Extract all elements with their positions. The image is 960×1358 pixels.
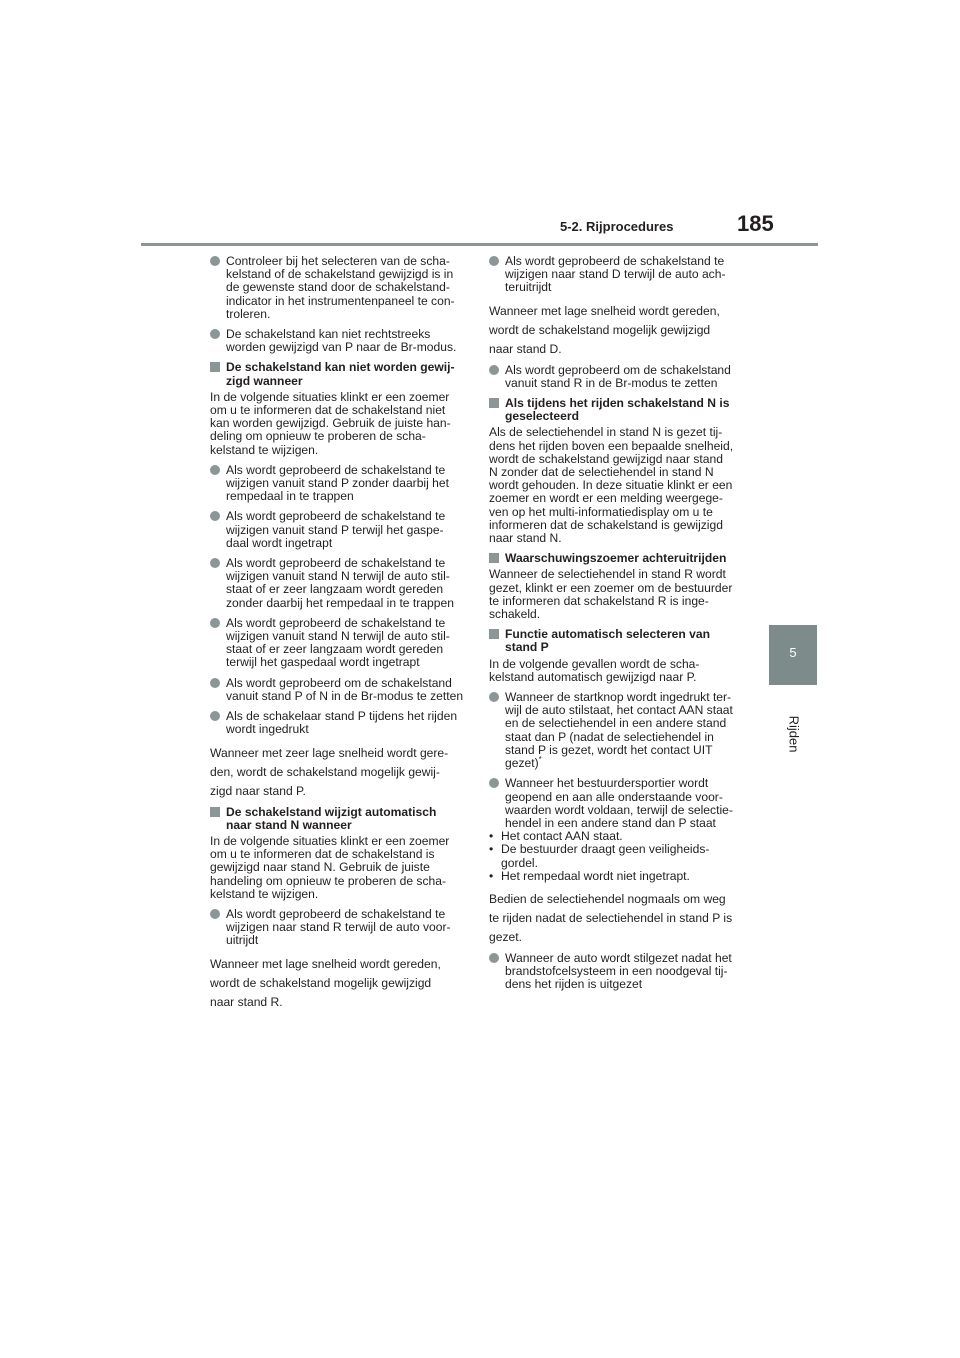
- bullet-item: [210, 255, 468, 321]
- paragraph: Als de selectiehendel in stand N is gezet tij- dens het rijden boven een bepaalde snelheid, wordt de schakelstand gewijzigd naar stand N zonder dat de selectiehendel in stand N wordt gehouden. In deze situatie klinkt er een zoemer en wordt er een melding weergege- ven op het multi-informatiedisplay om u te informeren dat de schakelstand is gewijzigd naar stand N.: [489, 425, 734, 546]
- square-marker-icon: [489, 629, 499, 639]
- bullet-marker: •: [489, 842, 494, 857]
- subheading: [489, 397, 751, 423]
- bullet-dot-icon: [210, 909, 220, 919]
- bullet-text: De schakelstand kan niet rechtstreeks worden gewijzigd van P naar de Br-modus.: [226, 327, 457, 355]
- bullet-text: Als wordt geprobeerd de schakelstand te wijzigen vanuit stand N terwijl de auto stil- staat of er zeer langzaam wordt gereden terwijl het gaspedaal wordt ingetrapt: [226, 615, 450, 670]
- page-number: 185: [737, 211, 774, 236]
- bullet-item: [489, 255, 751, 295]
- dash-item: [489, 843, 751, 869]
- section-title: 5-2. Rijprocedures: [560, 219, 674, 234]
- square-marker-icon: [210, 362, 220, 372]
- subheading: [489, 552, 751, 565]
- paragraph: Bedien de selectiehendel nogmaals om weg te rijden nadat de selectiehendel in stand P is gezet.: [489, 891, 733, 944]
- paragraph: Wanneer met lage snelheid wordt gereden, wordt de schakelstand mogelijk gewijzigd naar stand D.: [489, 303, 720, 356]
- subheading-text: Als tijdens het rijden schakelstand N is geselecteerd: [505, 396, 730, 424]
- bullet-item: [489, 777, 751, 830]
- subheading-text: De schakelstand kan niet worden gewij- zigd wanneer: [226, 360, 455, 388]
- bullet-text: Als wordt geprobeerd om de schakelstand vanuit stand R in de Br-modus te zetten: [505, 362, 731, 390]
- paragraph: Wanneer met lage snelheid wordt gereden, wordt de schakelstand mogelijk gewijzigd naar stand R.: [210, 956, 441, 1009]
- bullet-text: Als wordt geprobeerd de schakelstand te wijzigen vanuit stand P zonder daarbij het rempedaal in te trappen: [226, 462, 449, 504]
- bullet-text: Als de schakelaar stand P tijdens het rijden wordt ingedrukt: [226, 709, 458, 737]
- bullet-dot-icon: [489, 953, 499, 963]
- subheading-text: Waarschuwingszoemer achteruitrijden: [505, 551, 727, 566]
- dash-text: Het contact AAN staat.: [501, 829, 623, 844]
- bullet-item: [210, 328, 468, 354]
- chapter-tab: [769, 625, 817, 685]
- bullet-text: Als wordt geprobeerd de schakelstand te wijzigen naar stand D terwijl de auto ach- teruitrijdt: [505, 254, 726, 295]
- bullet-text: Wanneer de startknop wordt ingedrukt ter- wijl de auto stilstaat, het contact AAN staat en de selectiehendel in een andere stand staat dan P (nadat de selectiehendel in stand P is gezet, wordt het contact UIT gezet): [505, 690, 733, 771]
- paragraph: In de volgende situaties klinkt er een zoemer om u te informeren dat de schakelstand niet kan worden gewijzigd. Gebruik de juiste han- deling om opnieuw te proberen de scha- kelstand te wijzigen.: [210, 389, 451, 457]
- bullet-dot-icon: [210, 329, 220, 339]
- bullet-text: Als wordt geprobeerd de schakelstand te wijzigen naar stand R terwijl de auto voor- uitrijdt: [226, 906, 451, 948]
- dash-text: Het rempedaal wordt niet ingetrapt.: [501, 868, 690, 883]
- subheading-text: Functie automatisch selecteren van stand P: [505, 627, 710, 655]
- bullet-item: [210, 710, 468, 736]
- bullet-dot-icon: [489, 692, 499, 702]
- dash-item: [489, 870, 751, 883]
- bullet-dot-icon: [210, 618, 220, 628]
- bullet-text: Controleer bij het selecteren van de scha- kelstand of de schakelstand gewijzigd is in de gewenste stand door de schakelstand- indicator in het instrumentenpaneel te con- troleren.: [226, 254, 455, 321]
- bullet-dot-icon: [489, 256, 499, 266]
- bullet-dot-icon: [210, 558, 220, 568]
- bullet-item: [210, 557, 468, 610]
- bullet-item: [489, 364, 751, 390]
- bullet-item: [489, 691, 751, 770]
- bullet-text: Als wordt geprobeerd de schakelstand te wijzigen vanuit stand P terwijl het gaspe- daal wordt ingetrapt: [226, 509, 446, 550]
- square-marker-icon: [489, 398, 499, 408]
- bullet-item: [210, 617, 468, 670]
- square-marker-icon: [489, 553, 499, 563]
- paragraph: In de volgende situaties klinkt er een zoemer om u te informeren dat de schakelstand is gewijzigd naar stand N. Gebruik de juiste handeling om opnieuw te proberen de scha- kelstand te wijzigen.: [210, 833, 450, 901]
- bullet-text: Wanneer het bestuurdersportier wordt geopend en aan alle onderstaande voor- waarden wordt voldaan, terwijl de selectie- hendel in een andere stand dan P staat: [505, 776, 733, 830]
- bullet-dot-icon: [210, 465, 220, 475]
- bullet-item: [210, 464, 468, 504]
- subheading: [210, 361, 468, 387]
- subheading: [489, 628, 751, 654]
- header-rule: [141, 243, 818, 246]
- paragraph: In de volgende gevallen wordt de scha- kelstand automatisch gewijzigd naar P.: [489, 656, 700, 684]
- bullet-marker: •: [489, 868, 494, 883]
- bullet-item: [210, 908, 468, 948]
- bullet-dot-icon: [210, 511, 220, 521]
- bullet-dot-icon: [210, 256, 220, 266]
- bullet-marker: •: [489, 829, 494, 844]
- bullet-text: Als wordt geprobeerd de schakelstand te wijzigen vanuit stand N terwijl de auto stil- staat of er zeer langzaam wordt gereden zonder daarbij het rempedaal in te trappen: [226, 556, 454, 610]
- chapter-title: Rijden: [786, 715, 802, 753]
- bullet-text: Wanneer de auto wordt stilgezet nadat het brandstofcelsysteem in een noodgeval tij- dens het rijden is uitgezet: [505, 950, 732, 992]
- bullet-dot-icon: [210, 678, 220, 688]
- right-column: [489, 255, 751, 999]
- dash-list: [489, 830, 751, 883]
- chapter-title-tab: [776, 712, 812, 756]
- left-column: [210, 255, 468, 1017]
- subheading: [210, 806, 468, 832]
- bullet-text: Als wordt geprobeerd om de schakelstand vanuit stand P of N in de Br-modus te zetten: [226, 675, 464, 703]
- footnote-marker: *: [538, 755, 542, 765]
- bullet-dot-icon: [489, 778, 499, 788]
- square-marker-icon: [210, 807, 220, 817]
- bullet-dot-icon: [489, 365, 499, 375]
- chapter-number: 5: [789, 645, 797, 660]
- paragraph: Wanneer de selectiehendel in stand R wordt gezet, klinkt er een zoemer om de bestuurder te informeren dat schakelstand R is inge- schakeld.: [489, 567, 733, 622]
- bullet-item: [210, 510, 468, 550]
- dash-text: De bestuurder draagt geen veiligheids- gordel.: [501, 842, 710, 870]
- bullet-item: [210, 677, 468, 703]
- paragraph: Wanneer met zeer lage snelheid wordt gere- den, wordt de schakelstand mogelijk gewij- zigd naar stand P.: [210, 745, 449, 798]
- subheading-text: De schakelstand wijzigt automatisch naar stand N wanneer: [226, 804, 437, 832]
- bullet-item: [489, 952, 751, 992]
- bullet-dot-icon: [210, 711, 220, 721]
